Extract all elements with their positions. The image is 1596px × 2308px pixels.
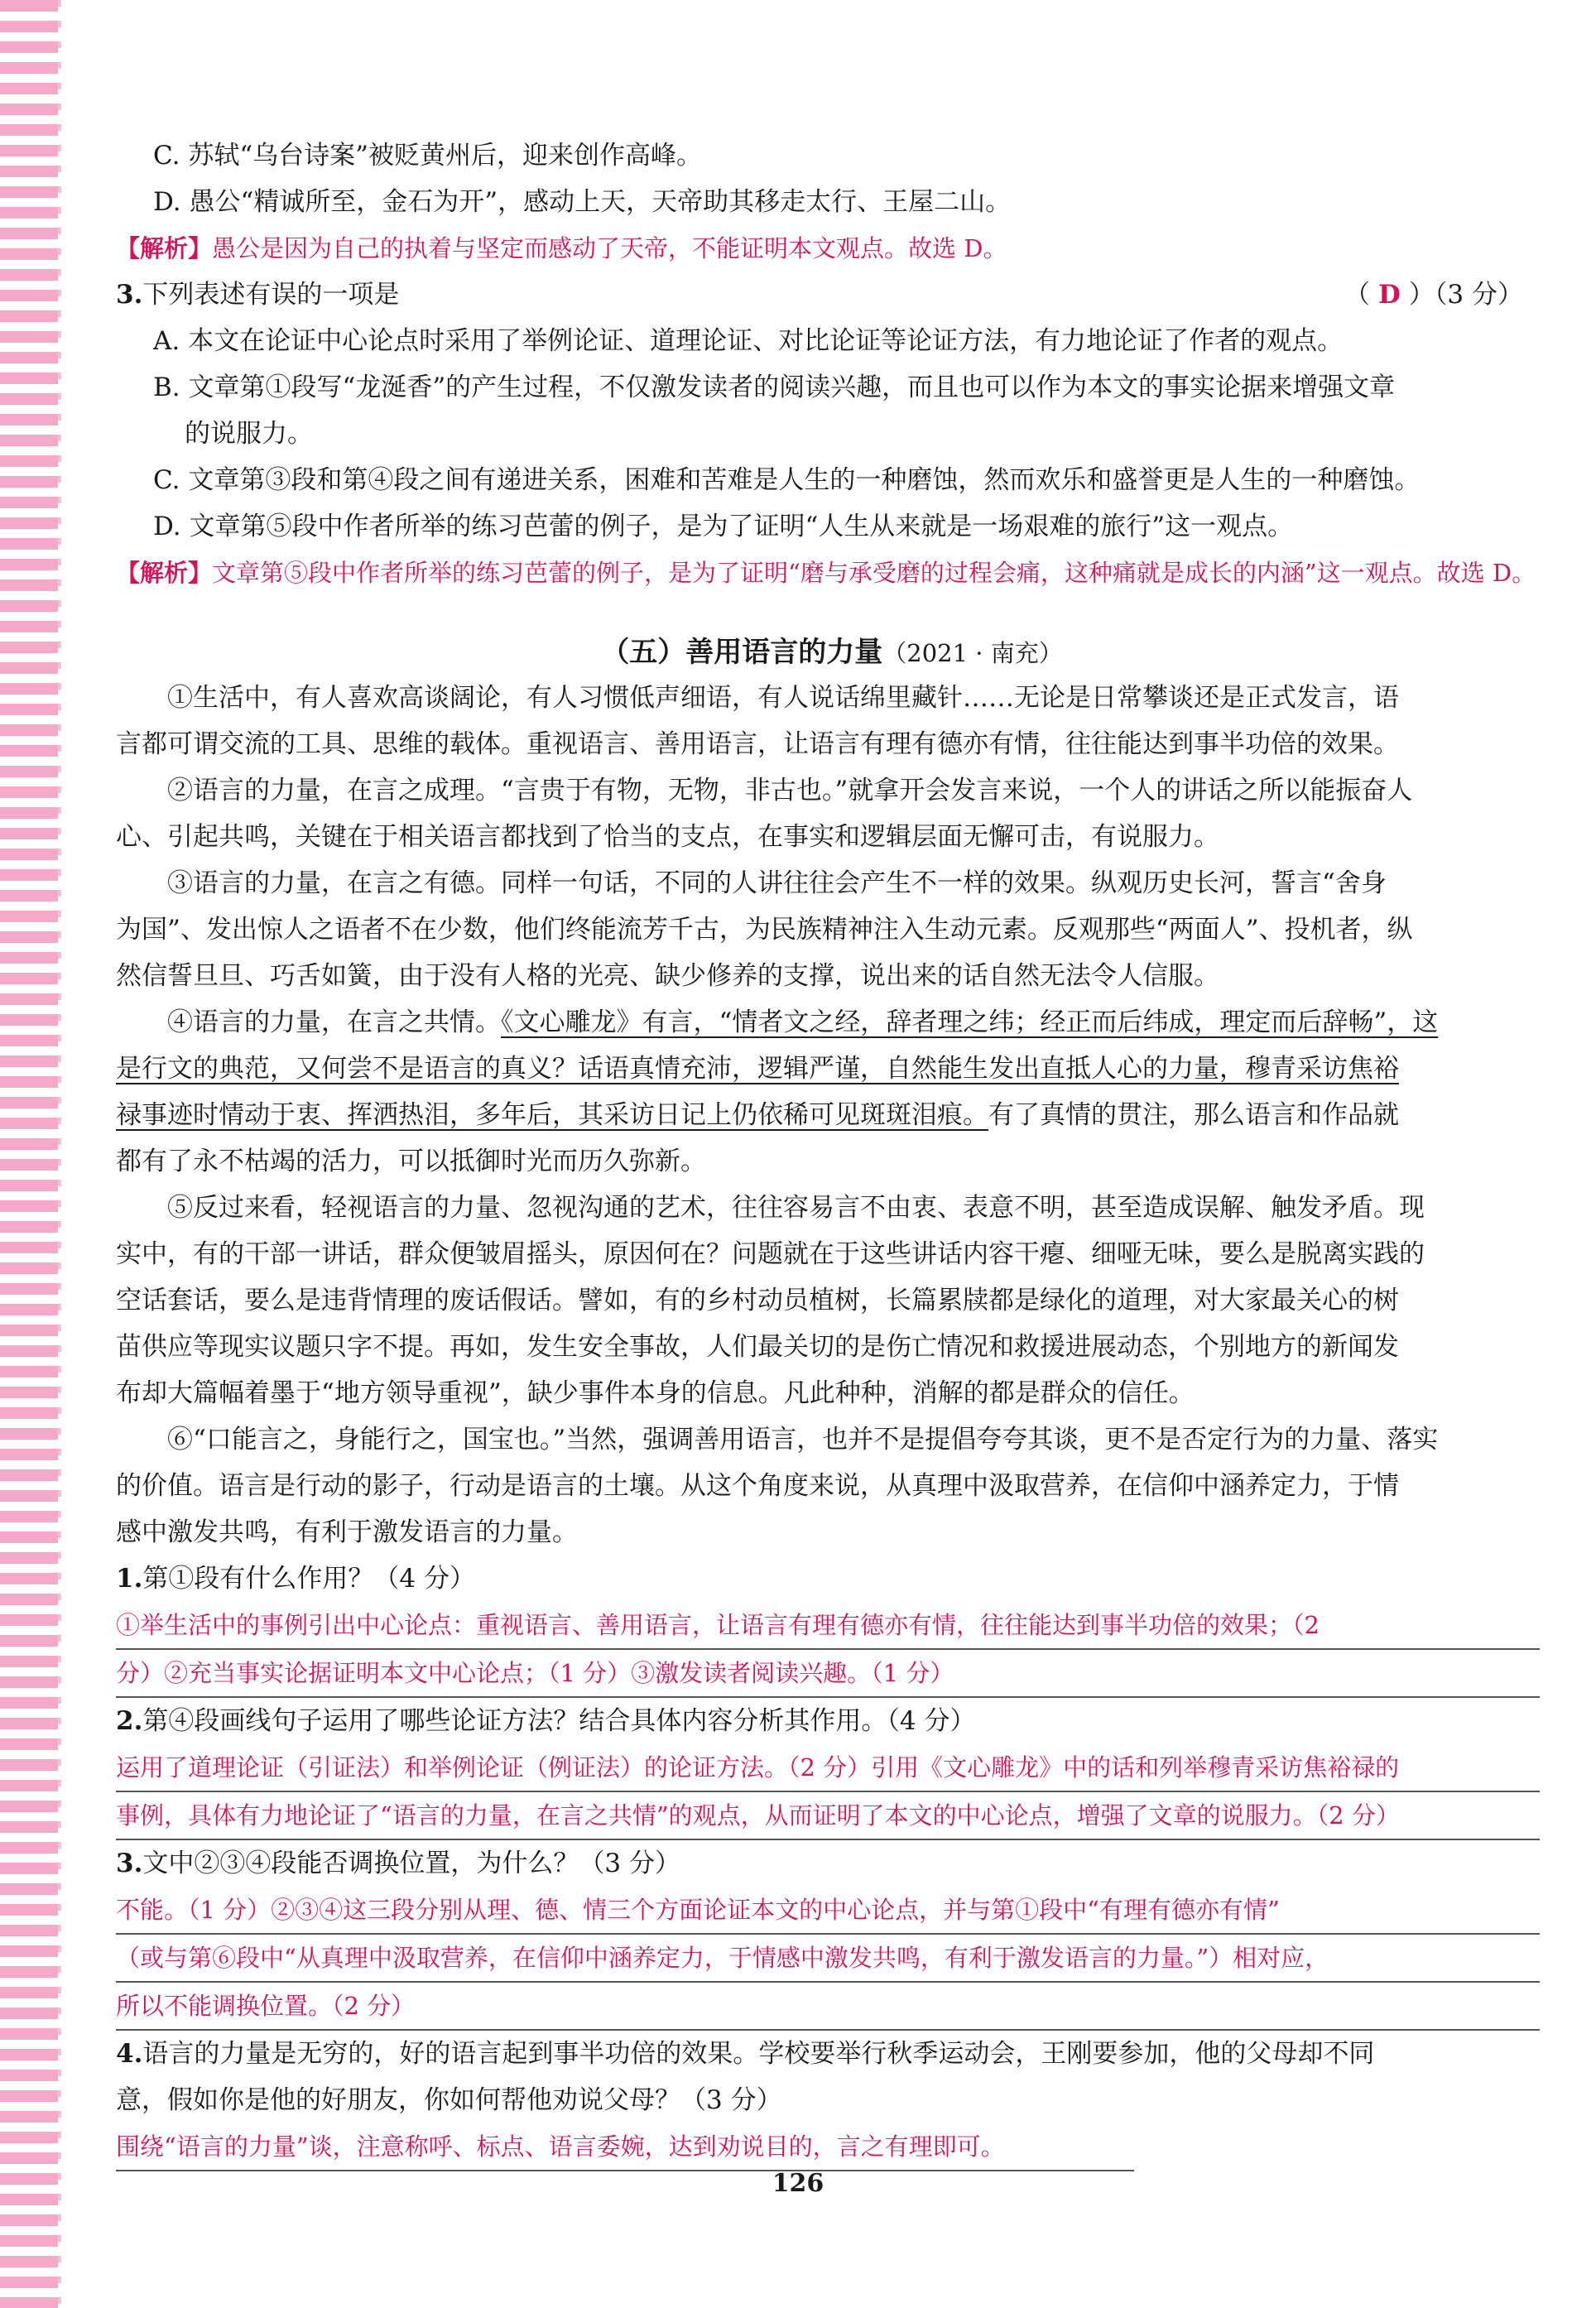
text-segment: ④语言的力量，在言之共情。 (167, 1007, 501, 1037)
question-text: 语言的力量是无穷的，好的语言起到事半功倍的效果。学校要举行秋季运动会，王刚要参加，他的父母却不同 (142, 2039, 1375, 2069)
text-line: 都有了永不枯竭的活力，可以抵御时光而历久弥新。 (116, 1147, 706, 1176)
question-number: 2. (116, 1706, 143, 1736)
question-text: 第④段画线句子运用了哪些论证方法？结合具体内容分析其作用。（4 分） (142, 1706, 976, 1736)
question-2 (116, 1698, 1548, 1840)
option-d: D. 愚公“精诚所至，金石为开”，感动上天，天帝助其移走太行、王屋二山。 (153, 187, 1012, 217)
page-number: 126 (772, 2169, 824, 2198)
paragraph-3 (116, 860, 1548, 999)
question-number: 1. (116, 1564, 143, 1594)
section-source: （2021 · 南充） (882, 639, 1063, 667)
text-line: 感中激发共鸣，有利于激发语言的力量。 (116, 1517, 578, 1547)
page-edge-stripes-inner (58, 0, 61, 2308)
answer-line: （或与第⑥段中“从真理中汲取营养，在信仰中涵养定力，于情感中激发共鸣，有利于激发语言的力量。”）相对应， (116, 1935, 1540, 1983)
question-text: 文中②③④段能否调换位置，为什么？（3 分） (142, 1849, 680, 1878)
analysis-text: 文章第⑤段中作者所举的练习芭蕾的例子，是为了证明“磨与承受磨的过程会痛，这种痛就是成长的内涵”这一观点。故选 D。 (212, 559, 1536, 587)
question-stem (116, 1698, 1548, 1744)
paragraph-5 (116, 1185, 1548, 1416)
answer-line: 不能。（1 分）②③④这三段分别从理、德、情三个方面论证本文的中心论点，并与第①段中“有理有德亦有情” (116, 1887, 1540, 1935)
text-line: 言都可谓交流的工具、思维的载体。重视语言、善用语言，让语言有理有德亦有情，往往能达到事半功倍的效果。 (116, 729, 1399, 759)
answer-line: 所以不能调换位置。（2 分） (116, 1983, 1540, 2031)
text-line: 心、引起共鸣，关键在于相关语言都找到了恰当的支点，在事实和逻辑层面无懈可击，有说服力。 (116, 822, 1219, 852)
analysis-tag: 【解析】 (116, 559, 213, 587)
text-line: ①生活中，有人喜欢高谈阔论，有人习惯低声细语，有人说话绵里藏针……无论是日常攀谈还是正式发言，语 (167, 683, 1399, 713)
question-score: （3 分） (1434, 280, 1523, 310)
page-edge-stripes (0, 0, 58, 2308)
answer-line: 分）②充当事实论据证明本文中心论点；（1 分）③激发读者阅读兴趣。（1 分） (116, 1650, 1540, 1698)
question-4 (116, 2031, 1548, 2171)
question-number: 4. (116, 2039, 143, 2069)
text-line: 苗供应等现实议题只字不提。再如，发生安全事故，人们最关切的是伤亡情况和救援进展动态，个别地方的新闻发 (116, 1332, 1399, 1362)
text-line: ③语言的力量，在言之有德。同样一句话，不同的人讲往往会产生不一样的效果。纵观历史长河，誓言“舍身 (167, 868, 1387, 898)
text-line: 布却大篇幅着墨于“地方领导重视”，缺少事件本身的信息。凡此种种，消解的都是群众的信任。 (116, 1378, 1195, 1408)
question-stem (116, 2031, 1548, 2077)
q3-analysis (116, 550, 1548, 596)
answer-line: 围绕“语言的力量”谈，注意称呼、标点、语言委婉，达到劝说目的，言之有理即可。 (116, 2123, 1134, 2171)
question-1 (116, 1555, 1548, 1698)
underlined-text: 《文心雕龙》有言，“情者文之经，辞者理之纬；经正而后纬成，理定而后辞畅”，这 (501, 1007, 1439, 1037)
analysis-tag: 【解析】 (116, 234, 213, 262)
text-line: ②语言的力量，在言之成理。“言贵于有物，无物，非古也。”就拿开会发言来说，一个人的讲话之所以能振奋人 (167, 776, 1413, 805)
paren-open: （ (1344, 280, 1371, 310)
paren-close: ） (1408, 280, 1435, 310)
question-number: 3. (116, 280, 143, 310)
text-line (116, 1046, 1548, 1092)
answer-line: 运用了道理论证（引证法）和举例论证（例证法）的论证方法。（2 分）引用《文心雕龙》中的话和列举穆青采访焦裕禄的 (116, 1744, 1540, 1792)
question-text: 第①段有什么作用？（4 分） (142, 1564, 475, 1594)
text-line: 然信誓旦旦、巧舌如簧，由于没有人格的光亮、缺少修养的支撑，说出来的话自然无法令人信服。 (116, 961, 1219, 991)
text-line: 实中，有的干部一讲话，群众便皱眉摇头，原因何在？问题就在于这些讲话内容干瘪、细哑无味，要么是脱离实践的 (116, 1239, 1425, 1269)
paragraph-4 (116, 999, 1548, 1185)
text-segment: 有了真情的贯注，那么语言和作品就 (988, 1100, 1399, 1130)
question-stem (116, 1555, 1548, 1602)
paragraph-6 (116, 1416, 1548, 1555)
question-number: 3. (116, 1849, 143, 1878)
q3-option-a: A. 本文在论证中心论点时采用了举例论证、道理论证、对比论证等论证方法，有力地论证了作者的观点。 (153, 326, 1344, 356)
text-line: 为国”、发出惊人之语者不在少数，他们终能流芳千古，为民族精神注入生动元素。反观那些“两面人”、投机者，纵 (116, 915, 1413, 945)
paragraph-2 (116, 767, 1548, 860)
question-stem: 下列表述有误的一项是 (142, 280, 400, 310)
answer-choice: D (1378, 280, 1401, 310)
text-line: 空话套话，要么是违背情理的废话假话。譬如，有的乡村动员植树，长篇累牍都是绿化的道理，对大家最关心的树 (116, 1286, 1399, 1315)
page-content (116, 132, 1548, 2171)
underlined-text: 禄事迹时情动于衷、挥洒热泪，多年后，其采访日记上仍依稀可见斑斑泪痕。 (116, 1100, 988, 1130)
answer-line: ①举生活中的事例引出中心论点：重视语言、善用语言，让语言有理有德亦有情，往往能达到事半功倍的效果；（2 (116, 1602, 1540, 1650)
underlined-text: 是行文的典范，又何尝不是语言的真义？话语真情充沛，逻辑严谨，自然能生发出直抵人心的力量，穆青采访焦裕 (116, 1054, 1399, 1084)
section-heading (116, 629, 1548, 670)
section-title: （五）善用语言的力量 (601, 636, 883, 669)
question-stem (116, 1840, 1548, 1887)
q3-option-b-cont: 的说服力。 (185, 419, 313, 449)
text-line: ⑤反过来看，轻视语言的力量、忽视沟通的艺术，往往容易言不由衷、表意不明，甚至造成误解、触发矛盾。现 (167, 1193, 1425, 1223)
option-c: C. 苏轼“乌台诗案”被贬黄州后，迎来创作高峰。 (153, 141, 703, 171)
q3-option-d: D. 文章第⑤段中作者所举的练习芭蕾的例子，是为了证明“人生从来就是一场艰难的旅行”这一观点。 (153, 512, 1294, 541)
question-stem-cont: 意，假如你是他的好朋友，你如何帮他劝说父母？（3 分） (116, 2085, 782, 2115)
q3-option-c: C. 文章第③段和第④段之间有递进关系，困难和苦难是人生的一种磨蚀，然而欢乐和盛誉更是人生的一种磨蚀。 (153, 465, 1421, 495)
q3-option-b: B. 文章第①段写“龙涎香”的产生过程，不仅激发读者的阅读兴趣，而且也可以作为本文的事实论据来增强文章 (153, 373, 1396, 402)
question-3 (116, 1840, 1548, 2031)
answer-line: 事例，具体有力地论证了“语言的力量，在言之共情”的观点，从而证明了本文的中心论点，增强了文章的说服力。（2 分） (116, 1792, 1540, 1840)
analysis-text: 愚公是因为自己的执着与坚定而感动了天帝，不能证明本文观点。故选 D。 (212, 234, 1007, 262)
text-line (116, 999, 1548, 1046)
text-line: ⑥“口能言之，身能行之，国宝也。”当然，强调善用语言，也并不是提倡夸夸其谈，更不是否定行为的力量、落实 (167, 1425, 1439, 1455)
question-3-prev (116, 272, 1548, 318)
analysis-prev (116, 225, 1548, 272)
paragraph-1 (116, 675, 1548, 767)
text-line: 的价值。语言是行动的影子，行动是语言的土壤。从这个角度来说，从真理中汲取营养，在信仰中涵养定力，于情 (116, 1471, 1399, 1501)
text-line (116, 1092, 1548, 1138)
